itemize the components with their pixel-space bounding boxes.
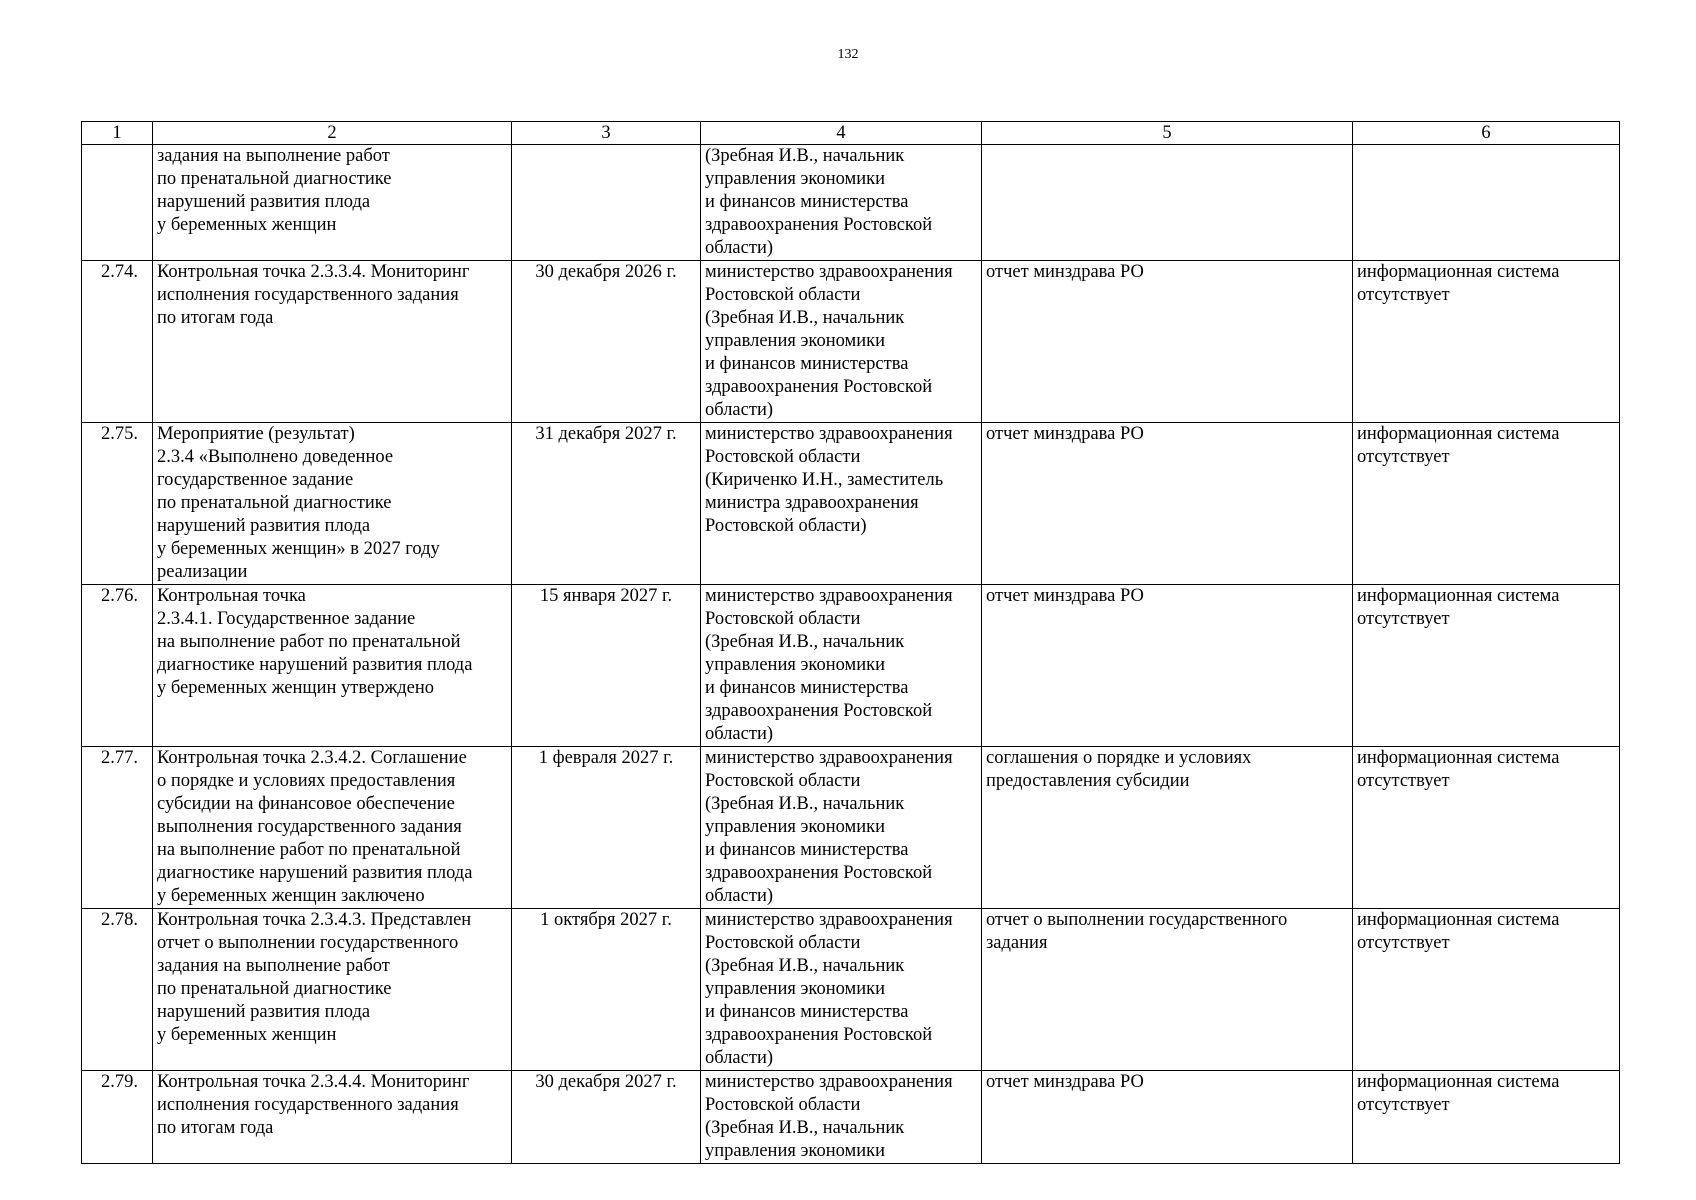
event-name: Контрольная точка 2.3.4.3. Представлен отчет о выполнении государственного задания на выполнение работ по пренатальной диагностике нарушений развития плода у беременных женщин xyxy=(153,909,512,1071)
table-row xyxy=(82,423,1620,585)
column-header: 1 xyxy=(82,122,153,145)
deadline-date: 30 декабря 2026 г. xyxy=(512,261,701,423)
column-header: 5 xyxy=(982,122,1353,145)
information-system: информационная система отсутствует xyxy=(1353,423,1620,585)
row-number: 2.77. xyxy=(82,747,153,909)
responsible-executor: министерство здравоохранения Ростовской области (Кириченко И.Н., заместитель министра здравоохранения Ростовской области) xyxy=(701,423,982,585)
deadline-date: 15 января 2027 г. xyxy=(512,585,701,747)
row-number: 2.74. xyxy=(82,261,153,423)
column-header: 4 xyxy=(701,122,982,145)
table-row xyxy=(82,585,1620,747)
column-numbers-row xyxy=(82,122,1620,145)
confirming-document xyxy=(982,145,1353,261)
responsible-executor: министерство здравоохранения Ростовской области (Зребная И.В., начальник управления экономики и финансов министерства здравоохранения Ростовской области) xyxy=(701,747,982,909)
plan-table xyxy=(81,121,1620,1164)
table-row xyxy=(82,909,1620,1071)
event-name: Контрольная точка 2.3.3.4. Мониторинг исполнения государственного задания по итогам года xyxy=(153,261,512,423)
confirming-document: отчет минздрава РО xyxy=(982,585,1353,747)
column-header: 6 xyxy=(1353,122,1620,145)
table-row xyxy=(82,1071,1620,1164)
deadline-date: 1 октября 2027 г. xyxy=(512,909,701,1071)
deadline-date xyxy=(512,145,701,261)
confirming-document: отчет минздрава РО xyxy=(982,1071,1353,1164)
responsible-executor: (Зребная И.В., начальник управления экономики и финансов министерства здравоохранения Ростовской области) xyxy=(701,145,982,261)
information-system: информационная система отсутствует xyxy=(1353,909,1620,1071)
confirming-document: отчет минздрава РО xyxy=(982,423,1353,585)
information-system: информационная система отсутствует xyxy=(1353,1071,1620,1164)
event-name: Контрольная точка 2.3.4.1. Государственное задание на выполнение работ по пренатальной диагностике нарушений развития плода у беременных женщин утверждено xyxy=(153,585,512,747)
responsible-executor: министерство здравоохранения Ростовской области (Зребная И.В., начальник управления экономики и финансов министерства здравоохранения Ростовской области) xyxy=(701,909,982,1071)
page-number: 132 xyxy=(837,47,859,62)
event-name: Контрольная точка 2.3.4.2. Соглашение о порядке и условиях предоставления субсидии на финансовое обеспечение выполнения государственного задания на выполнение работ по пренатальной диагностике нарушений развития плода у беременных женщин заключено xyxy=(153,747,512,909)
column-header: 3 xyxy=(512,122,701,145)
table-row xyxy=(82,747,1620,909)
table-row xyxy=(82,261,1620,423)
deadline-date: 31 декабря 2027 г. xyxy=(512,423,701,585)
confirming-document: отчет минздрава РО xyxy=(982,261,1353,423)
row-number: 2.79. xyxy=(82,1071,153,1164)
event-name: Мероприятие (результат) 2.3.4 «Выполнено доведенное государственное задание по пренатальной диагностике нарушений развития плода у беременных женщин» в 2027 году реализации xyxy=(153,423,512,585)
confirming-document: соглашения о порядке и условиях предоставления субсидии xyxy=(982,747,1353,909)
event-name: задания на выполнение работ по пренатальной диагностике нарушений развития плода у беременных женщин xyxy=(153,145,512,261)
deadline-date: 30 декабря 2027 г. xyxy=(512,1071,701,1164)
responsible-executor: министерство здравоохранения Ростовской области (Зребная И.В., начальник управления экономики и финансов министерства здравоохранения Ростовской области) xyxy=(701,261,982,423)
information-system: информационная система отсутствует xyxy=(1353,585,1620,747)
row-number: 2.78. xyxy=(82,909,153,1071)
deadline-date: 1 февраля 2027 г. xyxy=(512,747,701,909)
responsible-executor: министерство здравоохранения Ростовской области (Зребная И.В., начальник управления экономики xyxy=(701,1071,982,1164)
information-system: информационная система отсутствует xyxy=(1353,261,1620,423)
row-number: 2.75. xyxy=(82,423,153,585)
event-name: Контрольная точка 2.3.4.4. Мониторинг исполнения государственного задания по итогам года xyxy=(153,1071,512,1164)
information-system xyxy=(1353,145,1620,261)
information-system: информационная система отсутствует xyxy=(1353,747,1620,909)
column-header: 2 xyxy=(153,122,512,145)
responsible-executor: министерство здравоохранения Ростовской области (Зребная И.В., начальник управления экономики и финансов министерства здравоохранения Ростовской области) xyxy=(701,585,982,747)
row-number xyxy=(82,145,153,261)
table-row xyxy=(82,145,1620,261)
row-number: 2.76. xyxy=(82,585,153,747)
confirming-document: отчет о выполнении государственного задания xyxy=(982,909,1353,1071)
